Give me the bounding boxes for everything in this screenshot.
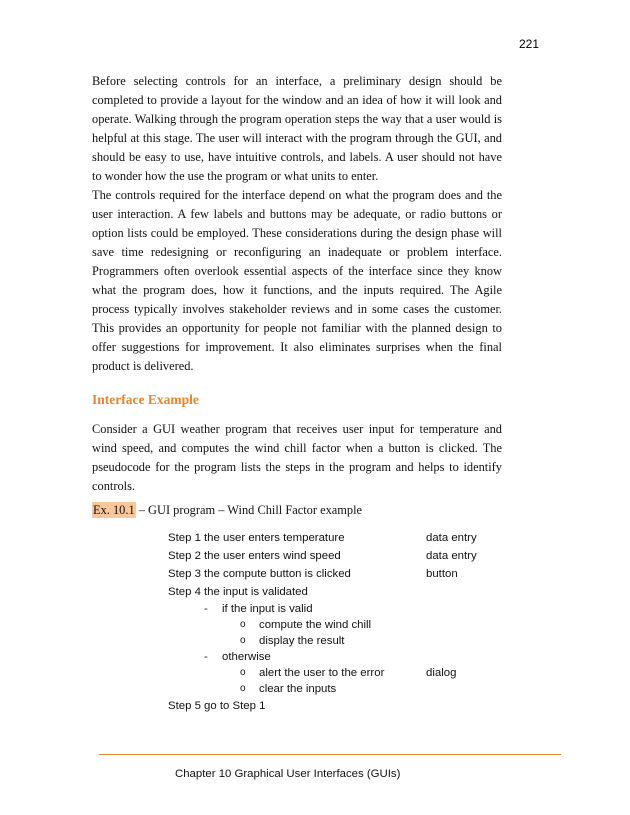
circle-bullet-icon: o	[240, 683, 246, 694]
sub-item-text: alert the user to the error	[259, 667, 385, 679]
step-number: Step 3	[168, 568, 201, 580]
circle-bullet-icon: o	[240, 619, 246, 630]
step-text: the user enters temperature	[204, 532, 345, 544]
sub-list-item	[168, 633, 508, 649]
sub-item-text: compute the wind chill	[259, 619, 372, 631]
step-control-type: button	[426, 568, 458, 580]
paragraph-controls: The controls required for the interface depend on what the program does and the user interaction. A few labels and buttons may be adequate, or radio buttons or option lists could be employed. These considerations during the design phase will save time redesigning or reconfiguring an inadequate or problem interface. Programmers often overlook essential aspects of the interface since they know what the program does, how it functions, and the inputs required. The Agile process typically involves stakeholder reviews and in some cases the customer. This provides an opportunity for people not familiar with the planned design to offer suggestions for improvement. It also eliminates surprises when the final product is delivered.	[92, 188, 502, 373]
step-number: Step 4	[168, 586, 201, 598]
step-row	[168, 565, 508, 583]
step-row	[168, 529, 508, 547]
example-caption	[92, 503, 362, 518]
step-control-type: data entry	[426, 550, 477, 562]
footer-divider	[99, 754, 561, 755]
section-heading: Interface Example	[92, 392, 199, 407]
step-text: the input is validated	[204, 586, 308, 598]
step-number: Step 5	[168, 700, 201, 712]
circle-bullet-icon: o	[240, 667, 246, 678]
branch-otherwise	[168, 649, 508, 665]
sub-list-item	[168, 681, 508, 697]
step-number: Step 1	[168, 532, 201, 544]
sub-item-text: display the result	[259, 635, 345, 647]
page-number: 221	[519, 37, 540, 51]
step-text: the user enters wind speed	[204, 550, 341, 562]
chapter-footer: Chapter 10 Graphical User Interfaces (GUIs)	[175, 768, 401, 780]
sub-item-text: clear the inputs	[259, 683, 337, 695]
branch-label: otherwise	[222, 651, 271, 663]
dash-bullet: -	[204, 603, 208, 615]
step-row	[168, 547, 508, 565]
pseudocode-steps	[168, 529, 508, 715]
example-reference: Ex. 10.1	[93, 503, 135, 517]
step-row	[168, 583, 508, 601]
step-text: go to Step 1	[204, 700, 266, 712]
sub-list-item	[168, 617, 508, 633]
sub-item-control-type: dialog	[426, 667, 457, 679]
step-row	[168, 697, 508, 715]
paragraph-design: Before selecting controls for an interface, a preliminary design should be completed to provide a layout for the window and an idea of how it will look and operate. Walking through the program operation steps the way that a user would is helpful at this stage. The user will interact with the program through the GUI, and should be easy to use, have intuitive controls, and labels. A user should not have to wonder how the use the program or what units to enter.	[92, 74, 502, 183]
step-number: Step 2	[168, 550, 201, 562]
branch-label: if the input is valid	[222, 603, 313, 615]
branch-if-valid	[168, 601, 508, 617]
sub-list-item	[168, 665, 508, 681]
dash-bullet: -	[204, 651, 208, 663]
circle-bullet-icon: o	[240, 635, 246, 646]
paragraph-example-intro: Consider a GUI weather program that receives user input for temperature and wind speed, and computes the wind chill factor when a button is clicked. The pseudocode for the program lists the steps in the program and helps to identify controls.	[92, 422, 502, 493]
example-caption-text: – GUI program – Wind Chill Factor example	[135, 503, 363, 517]
step-control-type: data entry	[426, 532, 477, 544]
step-text: the compute button is clicked	[204, 568, 351, 580]
